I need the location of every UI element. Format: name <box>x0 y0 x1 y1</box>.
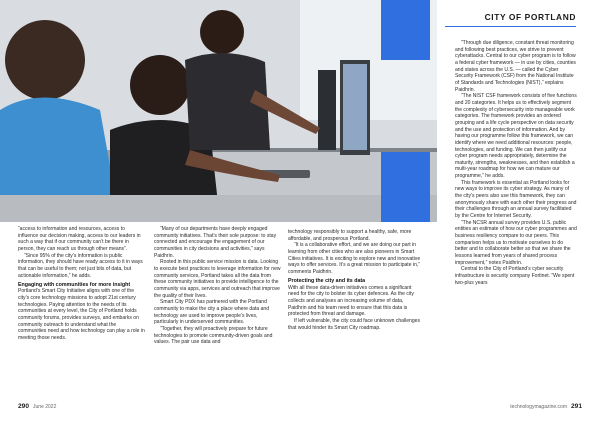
text-column-1 <box>18 226 145 342</box>
monitor-back <box>318 70 336 150</box>
office-scene-illustration <box>0 0 437 222</box>
text-column-4 <box>455 40 577 286</box>
paragraph: “Since 95% of the city’s information is public information, they should have ready access to it in ways that can be useful to them; not just bits of data, but actionable information,” he adds. <box>18 252 143 279</box>
paragraph: “Together, they will proactively prepare for future technologies to promote community-driven goals and values. The pair use data and <box>154 325 273 346</box>
hero-photo <box>0 0 437 222</box>
folio-left <box>18 403 56 410</box>
page-number-right: 291 <box>570 403 582 410</box>
accent-block-bottom <box>381 152 430 222</box>
paragraph: Portland’s Smart City Initiative aligns with one of the city’s core technology missions to adopt 21st century technologies. Paying attention to the needs of its communities at every level, the City of Portland holds community forums, provides surveys, and embarks on community outreach to understand what the communities need and how technology can play a role in meeting those needs. <box>18 288 145 341</box>
paragraph: If left vulnerable, the city could face unknown challenges that would hinder its Smart City roadmap. <box>288 318 420 331</box>
paragraph: Rooted in this public service mission is data. Looking to execute best practices to leverage information for new community services, Portland takes all the data from these community initiatives to provide intelligence to the community via apps, services and outreach that improve the quality of their lives. <box>154 259 281 299</box>
folio-right <box>510 403 582 410</box>
issue-date: June 2022 <box>33 404 57 410</box>
text-column-3 <box>288 229 422 331</box>
header-rule <box>445 26 576 27</box>
paragraph: “It is a collaborative effort, and we are doing our part in learning from other cities who are also pioneers in Smart Cities initiatives. It is exciting to explore new and innovative ways to offer services. It’s a great mission to participate in,” comments Paidhrin. <box>288 242 421 275</box>
paragraph: “The NCSR annual survey provides U.S. public entities an estimate of how our cyber programmes and business resiliency compare to our peers. This comparison helps us to motivate ourselves to do better and to collaborate better so that we share the lessons learned from years of shared process improvement,” notes Paidhrin. <box>455 219 577 266</box>
site-url[interactable]: technologymagazine.com <box>510 404 567 410</box>
paragraph: “Through due diligence, constant threat monitoring and following best practices, we strive to prevent cyberattacks. Central to our cyber program is to follow a federal cyber framework — in use by cities, counties and states across the U.S. — called the Cyber Security Framework (CSF) from the National Institute of Standards and Technologies (NIST),” explains Paidhrin. <box>455 40 576 93</box>
paragraph: “The NIST CSF framework consists of five functions and 20 categories. It helps us to effectively segment the complexity of cybersecurity into manageable work categories. The framework provides an ordered grouping and a life cycle perspective on data security and the use and protection of information. And by having our programme follow this framework, we can identify where we need additional resources: people, technologies, and funding. We can then justify our cyber program needs appropriately, determine the maturity, strengths, weaknesses, and then establish a multi-year roadmap for how we can mature our programme,” he adds. <box>455 93 577 180</box>
paragraph: This framework is essential as Portland looks for new ways to improve its cyber strategy. As many of the city’s peers also use this framework, they can anonymously share with each other their progress and their challenges through an annual survey facilitated by the Centre for Internet Security. <box>455 179 577 220</box>
paragraph: With all these data-driven initiatives comes a significant need for the city to bolster its cyber defences. As the city collects and analyses an increasing volume of data, Paidhrin and his team need to ensure that this data is protected from threat and damage. <box>288 284 414 318</box>
subheading: Protecting the city and its data <box>288 278 366 285</box>
subheading: Engaging with communities for more insight <box>18 281 131 288</box>
accent-block-top <box>381 0 430 60</box>
paragraph: technology responsibly to support a healthy, safe, more affordable, and prosperous Portland. <box>288 229 412 242</box>
paragraph: “Many of our departments have deeply engaged community initiatives. That’s their sole purpose: to stay connected and encourage the engagement of our communities in city decisions and activities,” says Paidhrin. <box>154 226 277 259</box>
paragraph: Smart City PDX has partnered with the Portland community to make the city a place where data and technology are used to improve people’s lives, particularly in underserved communities. <box>154 299 270 326</box>
section-header: CITY OF PORTLAND <box>484 12 576 22</box>
page-number-left: 290 <box>18 403 30 410</box>
paragraph: “access to information and resources, access to influence our decision making, access to our leaders in such a way that if our community can’t be there in person, they can reach us through other means”. <box>18 226 141 252</box>
paragraph: Central to the City of Portland’s cyber security infrastructure is security company Fortinet. “We spent two-plus years <box>455 266 575 286</box>
text-column-2 <box>154 226 281 346</box>
